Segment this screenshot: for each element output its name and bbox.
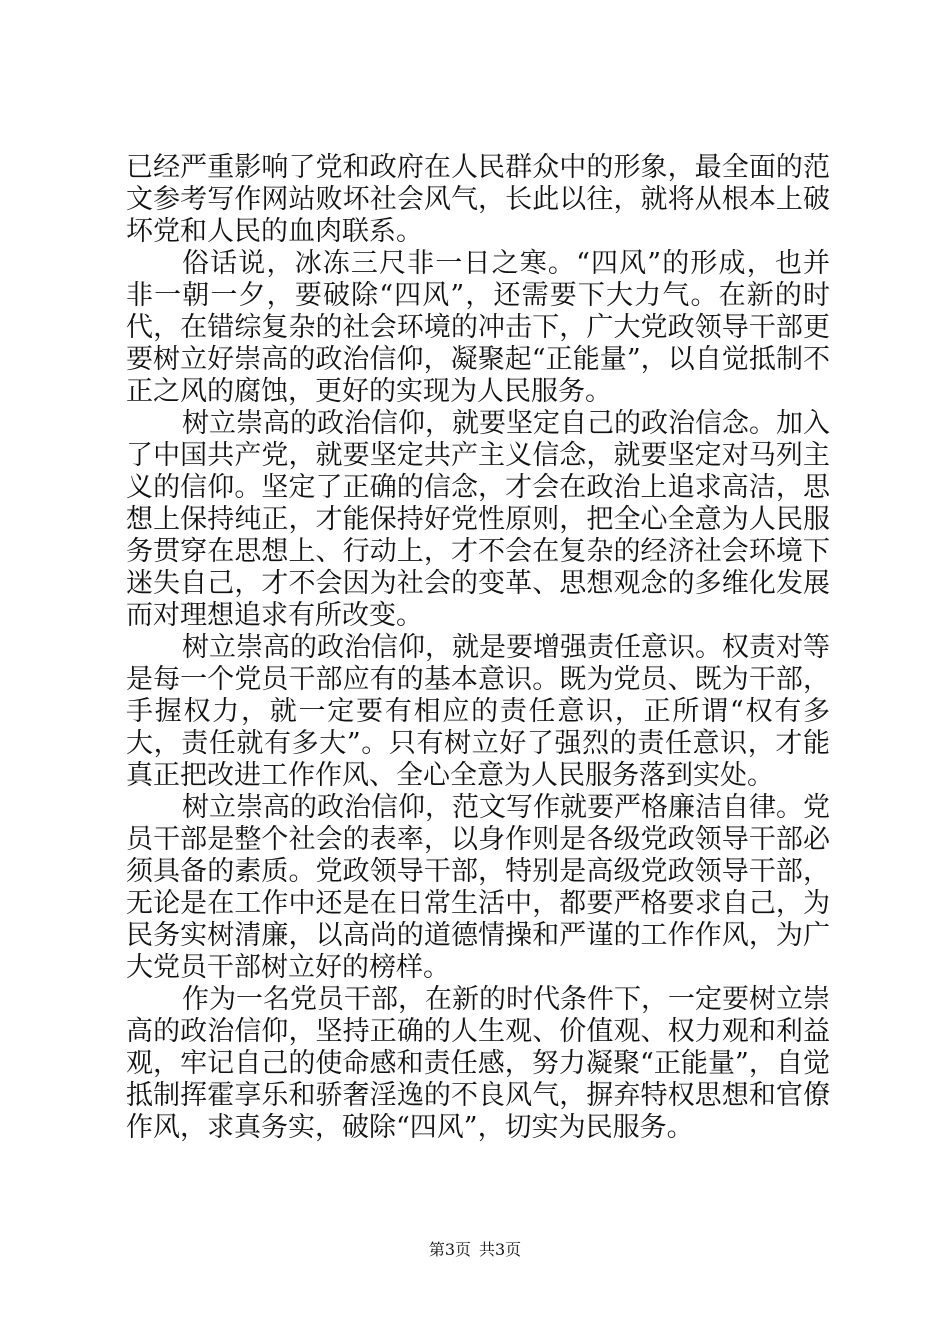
- paragraph-5: 树立崇高的政治信仰，范文写作就要严格廉洁自律。党员干部是整个社会的表率，以身作则是各级党政领导干部必须具备的素质。党政领导干部，特别是高级党政领导干部，无论是在工作中还是在日常生活中，都要严格要求自己，为民务实树清廉，以高尚的道德情操和严谨的工作作风，为广大党员干部树立好的榜样。: [126, 792, 830, 983]
- page-footer: [0, 1240, 950, 1260]
- page-number-total: 共3页: [479, 1240, 522, 1259]
- page-number-current: 第3页: [428, 1240, 471, 1259]
- paragraph-4: 树立崇高的政治信仰，就是要增强责任意识。权责对等是每一个党员干部应有的基本意识。既为党员、既为干部，手握权力，就一定要有相应的责任意识，正所谓“权有多大，责任就有多大”。只有树立好了强烈的责任意识，才能真正把改进工作作风、全心全意为人民服务落到实处。: [126, 632, 830, 791]
- paragraph-3: 树立崇高的政治信仰，就要坚定自己的政治信念。加入了中国共产党，就要坚定共产主义信念，就要坚定对马列主义的信仰。坚定了正确的信念，才会在政治上追求高洁，思想上保持纯正，才能保持好党性原则，把全心全意为人民服务贯穿在思想上、行动上，才不会在复杂的经济社会环境下迷失自己，才不会因为社会的变革、思想观念的多维化发展而对理想追求有所改变。: [126, 408, 830, 631]
- paragraph-1: 已经严重影响了党和政府在人民群众中的形象，最全面的范文参考写作网站败坏社会风气，长此以往，就将从根本上破坏党和人民的血肉联系。: [126, 152, 830, 247]
- paragraph-6: 作为一名党员干部，在新的时代条件下，一定要树立崇高的政治信仰，坚持正确的人生观、价值观、权力观和利益观，牢记自己的使命感和责任感，努力凝聚“正能量”，自觉抵制挥霍享乐和骄奢淫逸的不良风气，摒弃特权思想和官僚作风，求真务实，破除“四风”，切实为民服务。: [126, 984, 830, 1143]
- document-body: [126, 152, 830, 1144]
- paragraph-2: 俗话说，冰冻三尺非一日之寒。“四风”的形成，也并非一朝一夕，要破除“四风”，还需要下大力气。在新的时代，在错综复杂的社会环境的冲击下，广大党政领导干部更要树立好崇高的政治信仰，凝聚起“正能量”，以自觉抵制不正之风的腐蚀，更好的实现为人民服务。: [126, 248, 830, 407]
